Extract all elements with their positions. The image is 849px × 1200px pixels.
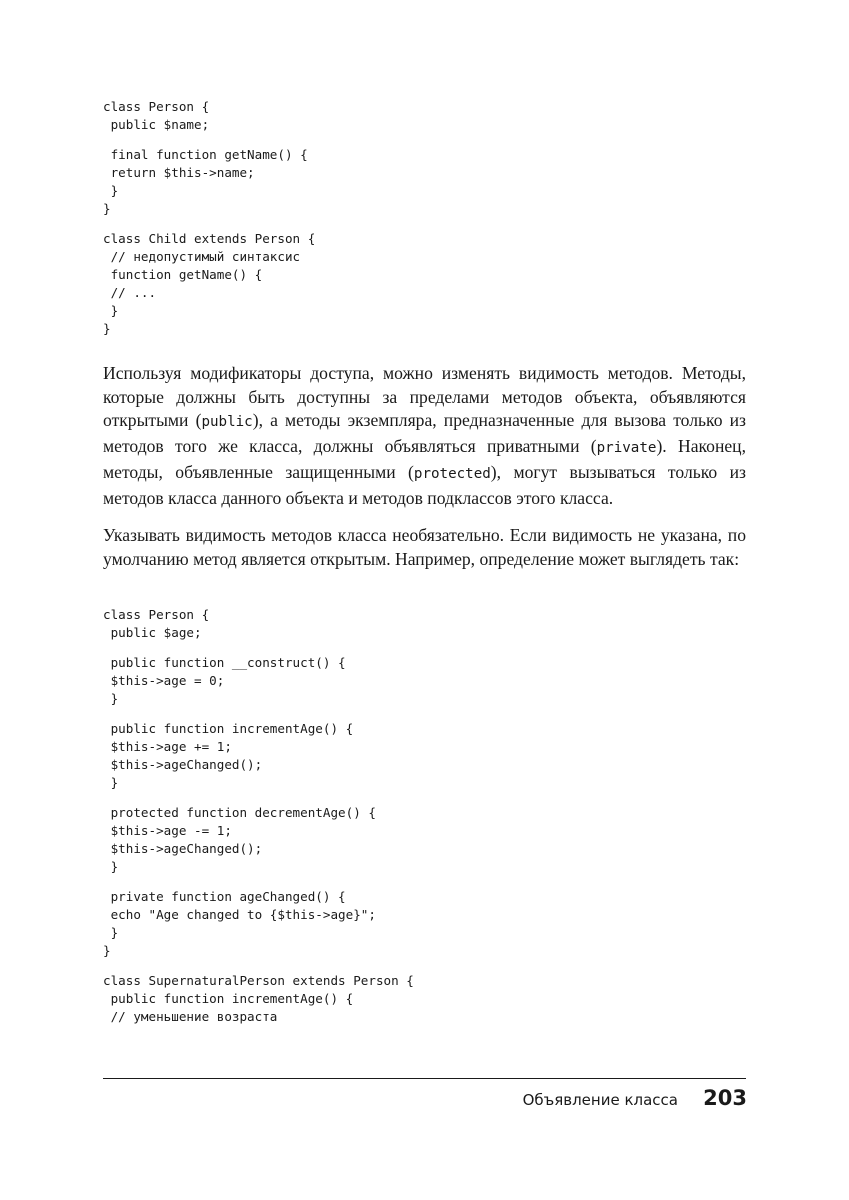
code-line: } — [103, 303, 119, 318]
code-line: echo "Age changed to {$this->age}"; — [103, 907, 376, 922]
paragraph-default-visibility: Указывать видимость методов класса необязательно. Если видимость не указана, по умолчанию метод является открытым. Например, определение может выглядеть так: — [103, 525, 746, 569]
code-blank-line — [103, 708, 414, 720]
paragraph-access-modifiers — [103, 362, 746, 510]
code-line: class Person { — [103, 99, 210, 114]
code-line: function getName() { — [103, 267, 263, 282]
code-blank-line — [103, 792, 414, 804]
text-segment: ), а методы экземпляра, предназначенные для вызова только из методов того же класса, должны объявляться приватными ( — [103, 410, 746, 457]
inline-code-protected: protected — [413, 465, 491, 482]
page-number: 203 — [703, 1086, 747, 1110]
code-line: } — [103, 943, 111, 958]
text-segment: ). Наконец, методы, объявленные защищенными ( — [103, 436, 746, 482]
code-line: } — [103, 925, 119, 940]
code-blank-line — [103, 960, 414, 972]
code-line: class SupernaturalPerson extends Person { — [103, 973, 414, 988]
code-line: } — [103, 321, 111, 336]
footer-divider — [103, 1078, 746, 1079]
code-line: } — [103, 691, 119, 706]
code-line: $this->ageChanged(); — [103, 841, 263, 856]
code-line: public function incrementAge() { — [103, 991, 354, 1006]
code-line: } — [103, 183, 119, 198]
code-blank-line — [103, 218, 315, 230]
code-block-final-method — [103, 98, 315, 338]
code-line: class Child extends Person { — [103, 231, 316, 246]
inline-code-private: private — [596, 440, 657, 457]
code-line: $this->ageChanged(); — [103, 757, 263, 772]
code-blank-line — [103, 134, 315, 146]
code-line: private function ageChanged() { — [103, 889, 346, 904]
code-line: $this->age += 1; — [103, 739, 232, 754]
code-line: $this->age = 0; — [103, 673, 225, 688]
code-line: final function getName() { — [103, 147, 308, 162]
code-line: public $name; — [103, 117, 210, 132]
code-line: // уменьшение возраста — [103, 1009, 278, 1024]
text-segment: ), могут вызываться только из методов класса данного объекта и методов подклассов этого класса. — [103, 461, 746, 508]
code-line: return $this->name; — [103, 165, 255, 180]
code-line: public function incrementAge() { — [103, 721, 354, 736]
code-line: // ... — [103, 285, 157, 300]
code-line: // недопустимый синтаксис — [103, 249, 301, 264]
running-footer-title: Объявление класса — [522, 1091, 678, 1109]
code-blank-line — [103, 876, 414, 888]
code-line: } — [103, 775, 119, 790]
inline-code-public: public — [201, 414, 253, 431]
code-line: $this->age -= 1; — [103, 823, 232, 838]
code-line: public $age; — [103, 625, 202, 640]
code-line: } — [103, 201, 111, 216]
code-line: class Person { — [103, 607, 210, 622]
code-line: protected function decrementAge() { — [103, 805, 376, 820]
code-blank-line — [103, 642, 414, 654]
code-line: public function __construct() { — [103, 655, 346, 670]
text-segment: Используя модификаторы доступа, можно изменять видимость методов. Методы, которые должны быть доступны за пределами методов объекта, объявляются открытыми ( — [103, 363, 746, 431]
code-block-visibility-example — [103, 606, 414, 1026]
code-line: } — [103, 859, 119, 874]
